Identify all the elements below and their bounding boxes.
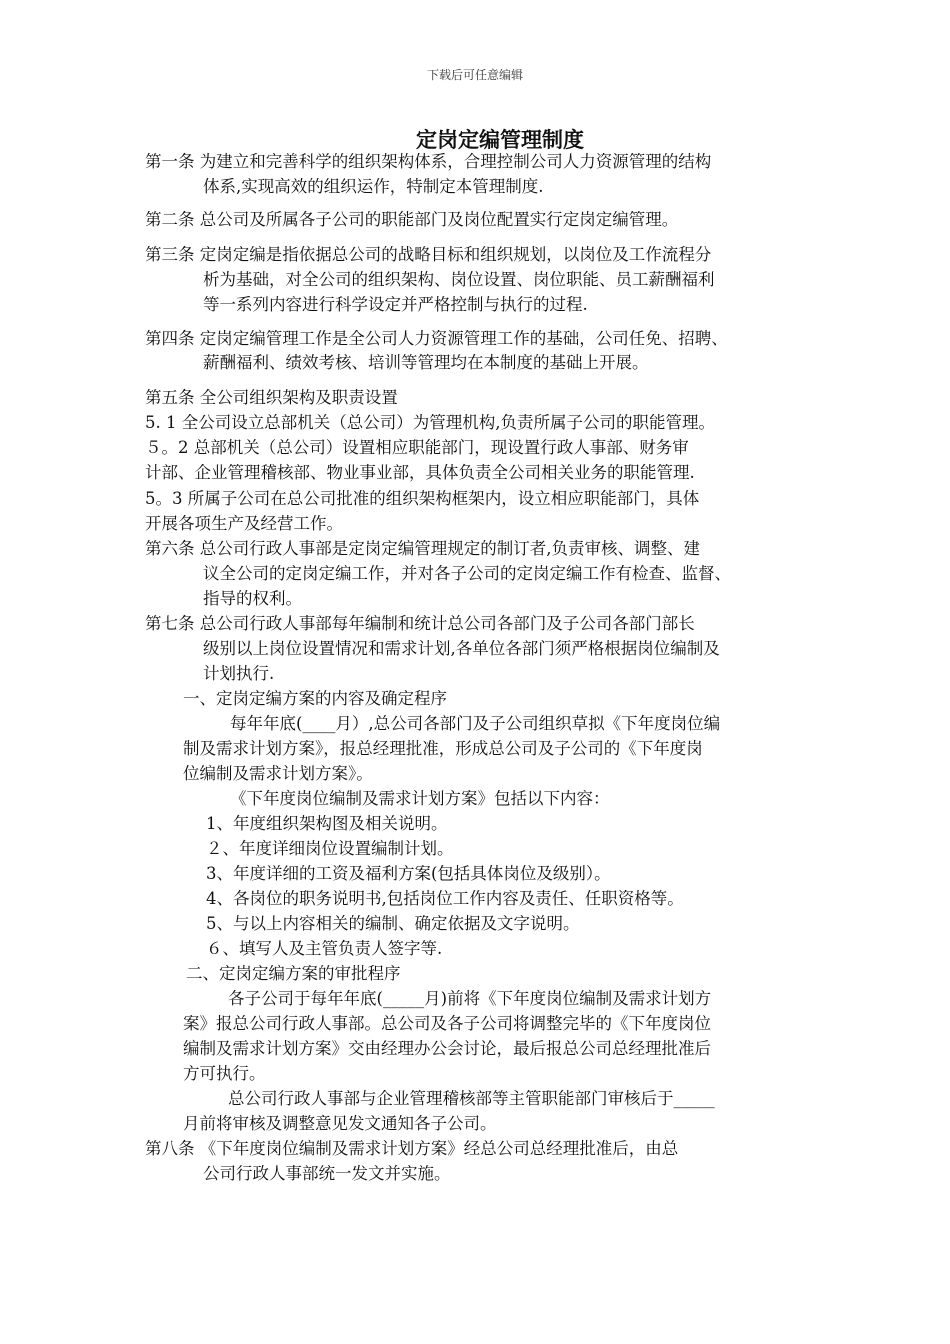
text-line: 第四条 定岗定编管理工作是全公司人力资源管理工作的基础，公司任免、招聘、 <box>145 329 728 348</box>
text-line: 5。3 所属子公司在总公司批准的组织架构框架内，设立相应职能部门，具体 <box>145 489 700 508</box>
text-line: 第六条 总公司行政人事部是定岗定编管理规定的制订者,负责审核、调整、建 <box>145 539 700 558</box>
text-line: 议全公司的定岗定编工作，并对各子公司的定岗定编工作有检查、监督、 <box>203 564 731 583</box>
text-line: 等一系列内容进行科学设定并严格控制与执行的过程. <box>203 295 588 314</box>
text-line: 《下年度岗位编制及需求计划方案》包括以下内容： <box>230 789 610 808</box>
text-line: 公司行政人事部统一发文并实施。 <box>203 1164 451 1183</box>
text-line: 计部、企业管理稽核部、物业事业部，具体负责全公司相关业务的职能管理. <box>145 463 695 482</box>
text-line: 方可执行。 <box>183 1064 266 1083</box>
text-line: 指导的权利。 <box>203 589 302 608</box>
text-line: ５。2 总部机关（总公司）设置相应职能部门，现设置行政人事部、财务审 <box>145 438 689 457</box>
text-line: 5. 1 全公司设立总部机关（总公司）为管理机构,负责所属子公司的职能管理。 <box>145 413 715 432</box>
text-line: 第五条 全公司组织架构及职责设置 <box>145 388 398 407</box>
text-line: 级别以上岗位设置情况和需求计划,各单位各部门须严格根据岗位编制及 <box>203 639 720 658</box>
list-item: 1、年度组织架构图及相关说明。 <box>206 814 448 833</box>
text-line: 第三条 定岗定编是指依据总公司的战略目标和组织规划，以岗位及工作流程分 <box>145 245 712 264</box>
list-item: ６、填写人及主管负责人签字等. <box>206 939 443 958</box>
text-line: 编制及需求计划方案》交由经理办公会讨论，最后报总公司总经理批准后 <box>183 1039 711 1058</box>
text-line: 总公司行政人事部与企业管理稽核部等主管职能部门审核后于_____ <box>228 1089 715 1108</box>
document-title: 定岗定编管理制度 <box>416 127 584 152</box>
list-item: ２、年度详细岗位设置编制计划。 <box>206 839 454 858</box>
text-line: 各子公司于每年年底(_____月)前将《下年度岗位编制及需求计划方 <box>228 989 712 1008</box>
section-heading: 一、定岗定编方案的内容及确定程序 <box>183 689 447 708</box>
section-heading: 二、定岗定编方案的审批程序 <box>186 964 401 983</box>
text-line: 薪酬福利、绩效考核、培训等管理均在本制度的基础上开展。 <box>203 353 649 372</box>
text-line: 第一条 为建立和完善科学的组织架构体系，合理控制公司人力资源管理的结构 <box>145 152 712 171</box>
text-line: 体系,实现高效的组织运作，特制定本管理制度. <box>203 177 544 196</box>
text-line: 第八条 《下年度岗位编制及需求计划方案》经总公司总经理批准后，由总 <box>145 1139 679 1158</box>
text-line: 每年年底(____月）,总公司各部门及子公司组织草拟《下年度岗位编 <box>230 714 721 733</box>
text-line: 析为基础，对全公司的组织架构、岗位设置、岗位职能、员工薪酬福利 <box>203 270 715 289</box>
text-line: 开展各项生产及经营工作。 <box>145 514 343 533</box>
list-item: 4、各岗位的职务说明书,包括岗位工作内容及责任、任职资格等。 <box>206 889 684 908</box>
text-line: 制及需求计划方案》，报总经理批准，形成总公司及子公司的《下年度岗 <box>183 739 703 758</box>
page-header: 下载后可任意编辑 <box>426 68 523 82</box>
text-line: 第七条 总公司行政人事部每年编制和统计总公司各部门及子公司各部门部长 <box>145 614 695 633</box>
text-line: 第二条 总公司及所属各子公司的职能部门及岗位配置实行定岗定编管理。 <box>145 210 679 229</box>
text-line: 位编制及需求计划方案》。 <box>183 764 373 783</box>
text-line: 月前将审核及调整意见发文通知各子公司。 <box>183 1114 497 1133</box>
list-item: 5、与以上内容相关的编制、确定依据及文字说明。 <box>206 914 580 933</box>
text-line: 计划执行. <box>203 664 275 683</box>
text-line: 案》报总公司行政人事部。总公司及各子公司将调整完毕的《下年度岗位 <box>183 1014 711 1033</box>
list-item: 3、年度详细的工资及福利方案(包括具体岗位及级别）。 <box>206 864 611 883</box>
